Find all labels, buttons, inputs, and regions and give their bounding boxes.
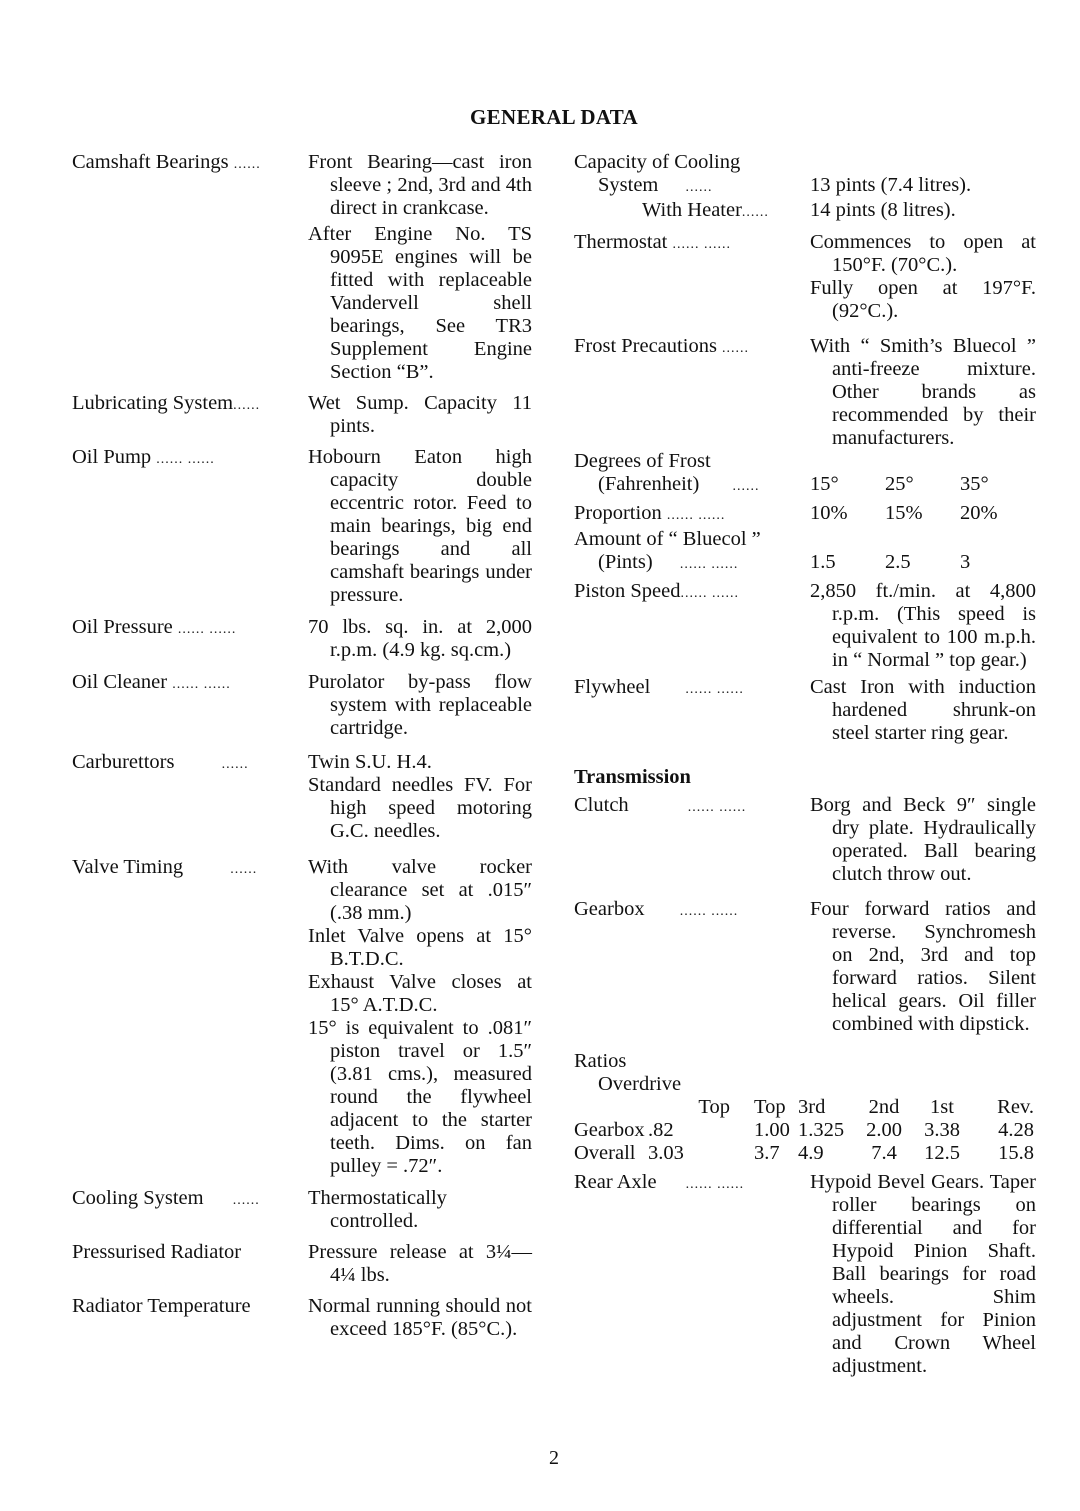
spec-thermostat — [574, 231, 1036, 323]
ratios-cell: 2.00 — [866, 1119, 902, 1141]
spec-label: Carburettors — [72, 751, 175, 773]
bluecol-value: 1.5 — [810, 551, 836, 573]
leader-dots: ...... ...... — [679, 557, 739, 572]
spec-label: Thermostat — [574, 231, 668, 253]
spec-value: Exhaust Valve closes at 15° A.T.D.C. — [308, 971, 532, 1016]
page-title: GENERAL DATA — [470, 105, 638, 129]
proportion-value: 15% — [885, 502, 923, 524]
leader-dots: ...... — [732, 479, 760, 494]
spec-value: 70 lbs. sq. in. at 2,000 r.p.m. (4.9 kg. sq.cm.) — [308, 616, 532, 661]
spec-value: Fully open at 197°F. (92°C.). — [810, 277, 1036, 322]
leader-dots: ...... ...... — [172, 677, 231, 692]
ratios-header: 1st — [930, 1096, 954, 1118]
ratios-row-name: Gearbox — [574, 1119, 645, 1141]
spec-value: Front Bearing—cast iron sleeve ; 2nd, 3rd and 4th direct in crankcase. — [308, 151, 532, 219]
spec-label: (Fahrenheit) — [598, 473, 700, 495]
spec-rear-axle — [574, 1171, 1036, 1378]
ratios-cell: 3.38 — [924, 1119, 960, 1141]
leader-dots: ...... — [722, 341, 750, 356]
spec-value: Normal running should not exceed 185°F. (85°C.). — [308, 1295, 532, 1340]
spec-value: Borg and Beck 9″ single dry plate. Hydraulically operated. Ball bearing clutch throw out. — [810, 794, 1036, 885]
spec-value: 14 pints (8 litres). — [810, 199, 956, 221]
leader-dots: ...... — [685, 180, 713, 195]
spec-label: Oil Cleaner — [72, 671, 168, 693]
spec-pressurised-radiator — [72, 1241, 532, 1287]
leader-dots: ...... ...... — [685, 682, 744, 697]
spec-valve-timing — [72, 856, 532, 1178]
ratios-cell: .82 — [648, 1119, 674, 1141]
spec-label: Ratios — [574, 1050, 627, 1072]
leader-dots: ...... — [741, 205, 769, 220]
spec-label: Cooling System — [72, 1187, 204, 1209]
bluecol-value: 2.5 — [885, 551, 911, 573]
ratios-header: 3rd — [798, 1096, 826, 1118]
leader-dots: ...... ...... — [679, 904, 739, 919]
spec-label: System — [598, 174, 659, 196]
ratios-cell: 15.8 — [998, 1142, 1034, 1164]
leader-dots: ...... ...... — [177, 622, 237, 637]
spec-label: Clutch — [574, 794, 629, 816]
ratios-cell: 4.9 — [798, 1142, 824, 1164]
spec-gearbox — [574, 898, 1036, 1036]
spec-value: Hypoid Bevel Gears. Taper roller bearings on differential and for Hypoid Pinion Shaft. Ball bearings for road wheels. Shim adjustment for Pinion and Crown Wheel adjustment. — [810, 1171, 1036, 1377]
spec-flywheel — [574, 676, 1036, 745]
spec-value: Pressure release at 3¼—4¼ lbs. — [308, 1241, 532, 1286]
ratios-table — [574, 1096, 1034, 1165]
ratios-cell: 1.00 — [754, 1119, 790, 1141]
spec-piston-speed — [574, 580, 1036, 672]
spec-value: Hobourn Eaton high capacity double eccentric rotor. Feed to main bearings, big end bearings and all camshaft bearings under pressure. — [308, 446, 532, 606]
ratios-cell: 12.5 — [924, 1142, 960, 1164]
spec-value: Twin S.U. H.4. — [308, 751, 432, 773]
spec-value: With “ Smith’s Bluecol ” anti-freeze mixture. Other brands as recommended by their manufacturers. — [810, 335, 1036, 449]
spec-value: Commences to open at 150°F. (70°C.). — [810, 231, 1036, 276]
spec-label: Degrees of Frost — [574, 450, 711, 472]
spec-label: Frost Precautions — [574, 335, 717, 357]
leader-dots: ...... — [221, 757, 249, 772]
spec-proportion — [574, 502, 1036, 527]
left-column — [72, 151, 532, 1341]
spec-value: 13 pints (7.4 litres). — [810, 174, 972, 196]
ratios-cell: 4.28 — [998, 1119, 1034, 1141]
spec-cooling-capacity — [574, 151, 1036, 224]
spec-cooling-system — [72, 1187, 532, 1233]
spec-label: Flywheel — [574, 676, 651, 698]
ratios-header: Top — [754, 1096, 786, 1118]
ratios-header: Rev. — [997, 1096, 1034, 1118]
ratios-cell: 3.7 — [754, 1142, 780, 1164]
page-number: 2 — [549, 1447, 559, 1469]
leader-dots: ...... — [230, 862, 258, 877]
spec-label: Lubricating System — [72, 392, 234, 414]
section-heading-transmission: Transmission — [574, 766, 691, 788]
leader-dots: ...... ...... — [687, 800, 747, 815]
spec-lubricating-system — [72, 392, 532, 438]
spec-value: Four forward ratios and reverse. Synchromesh on 2nd, 3rd and top forward ratios. Silent helical gears. Oil filler combined with dipstick. — [810, 898, 1036, 1035]
spec-value: Wet Sump. Capacity 11 pints. — [308, 392, 532, 437]
spec-bluecol-amount — [574, 528, 1036, 576]
bluecol-value: 3 — [960, 551, 971, 573]
frost-degree-value: 15° — [810, 473, 839, 495]
leader-dots: ...... — [232, 1193, 260, 1208]
leader-dots: ...... ...... — [156, 452, 215, 467]
spec-value: Standard needles FV. For high speed motoring G.C. needles. — [308, 774, 532, 842]
proportion-value: 20% — [960, 502, 998, 524]
leader-dots: ...... ...... — [680, 586, 739, 601]
spec-oil-cleaner — [72, 671, 532, 740]
spec-label: Piston Speed — [574, 580, 681, 602]
spec-label: Oil Pressure — [72, 616, 173, 638]
spec-value: Cast Iron with induction hardened shrunk-on steel starter ring gear. — [810, 676, 1036, 744]
spec-radiator-temperature — [72, 1295, 532, 1341]
leader-dots: ...... ...... — [666, 508, 726, 523]
spec-label: Oil Pump — [72, 446, 152, 468]
right-column — [574, 151, 1036, 1378]
spec-value: Inlet Valve opens at 15° B.T.D.C. — [308, 925, 532, 970]
spec-value: 2,850 ft./min. at 4,800 r.p.m. (This speed is equivalent to 100 m.p.h. in “ Normal ” top gear.) — [810, 580, 1036, 671]
spec-carburettors — [72, 751, 532, 843]
ratios-row — [574, 1119, 1034, 1142]
ratios-header: Top — [698, 1096, 730, 1118]
spec-degrees-of-frost — [574, 450, 1036, 498]
ratios-cell: 1.325 — [798, 1119, 845, 1141]
spec-ratios — [574, 1050, 1036, 1165]
leader-dots: ...... — [233, 157, 261, 172]
leader-dots: ...... — [233, 398, 261, 413]
spec-clutch — [574, 794, 1036, 886]
proportion-value: 10% — [810, 502, 848, 524]
spec-value: 15° is equivalent to .081″ piston travel or 1.5″ (3.81 cms.), measured round the flywheel adjacent to the starter teeth. Dims. on fan pulley = .72″. — [308, 1017, 532, 1177]
ratios-cell: 7.4 — [871, 1142, 897, 1164]
spec-label: Pressurised Radiator — [72, 1241, 242, 1263]
frost-degree-value: 35° — [960, 473, 989, 495]
ratios-row-name: Overall — [574, 1142, 636, 1164]
spec-oil-pressure — [72, 616, 532, 662]
spec-oil-pump — [72, 446, 532, 607]
ratios-header: 2nd — [868, 1096, 900, 1118]
ratios-header-row — [574, 1096, 1034, 1119]
spec-label: Rear Axle — [574, 1171, 657, 1193]
spec-value: Purolator by-pass flow system with replaceable cartridge. — [308, 671, 532, 739]
spec-value: With valve rocker clearance set at .015″ (.38 mm.) — [308, 856, 532, 924]
spec-label: Gearbox — [574, 898, 645, 920]
spec-label: Proportion — [574, 502, 662, 524]
spec-value: After Engine No. TS 9095E engines will be fitted with replaceable Vandervell shell bearings, See TR3 Supplement Engine Section “B”. — [308, 223, 532, 383]
leader-dots: ...... ...... — [685, 1177, 745, 1192]
frost-degree-value: 25° — [885, 473, 914, 495]
spec-value: Thermostatically controlled. — [308, 1187, 447, 1232]
spec-label: Radiator Temperature — [72, 1295, 251, 1317]
spec-frost-precautions — [574, 335, 1036, 450]
spec-label: Valve Timing — [72, 856, 184, 878]
spec-label: With Heater — [642, 199, 742, 221]
ratios-overdrive-label: Overdrive — [598, 1073, 682, 1095]
spec-label: Capacity of Cooling — [574, 151, 741, 173]
spec-label: (Pints) — [598, 551, 653, 573]
spec-label: Camshaft Bearings — [72, 151, 229, 173]
ratios-cell: 3.03 — [648, 1142, 684, 1164]
ratios-row — [574, 1142, 1034, 1165]
leader-dots: ...... ...... — [672, 237, 731, 252]
spec-camshaft-bearings — [72, 151, 532, 384]
spec-label: Amount of “ Bluecol ” — [574, 528, 761, 550]
